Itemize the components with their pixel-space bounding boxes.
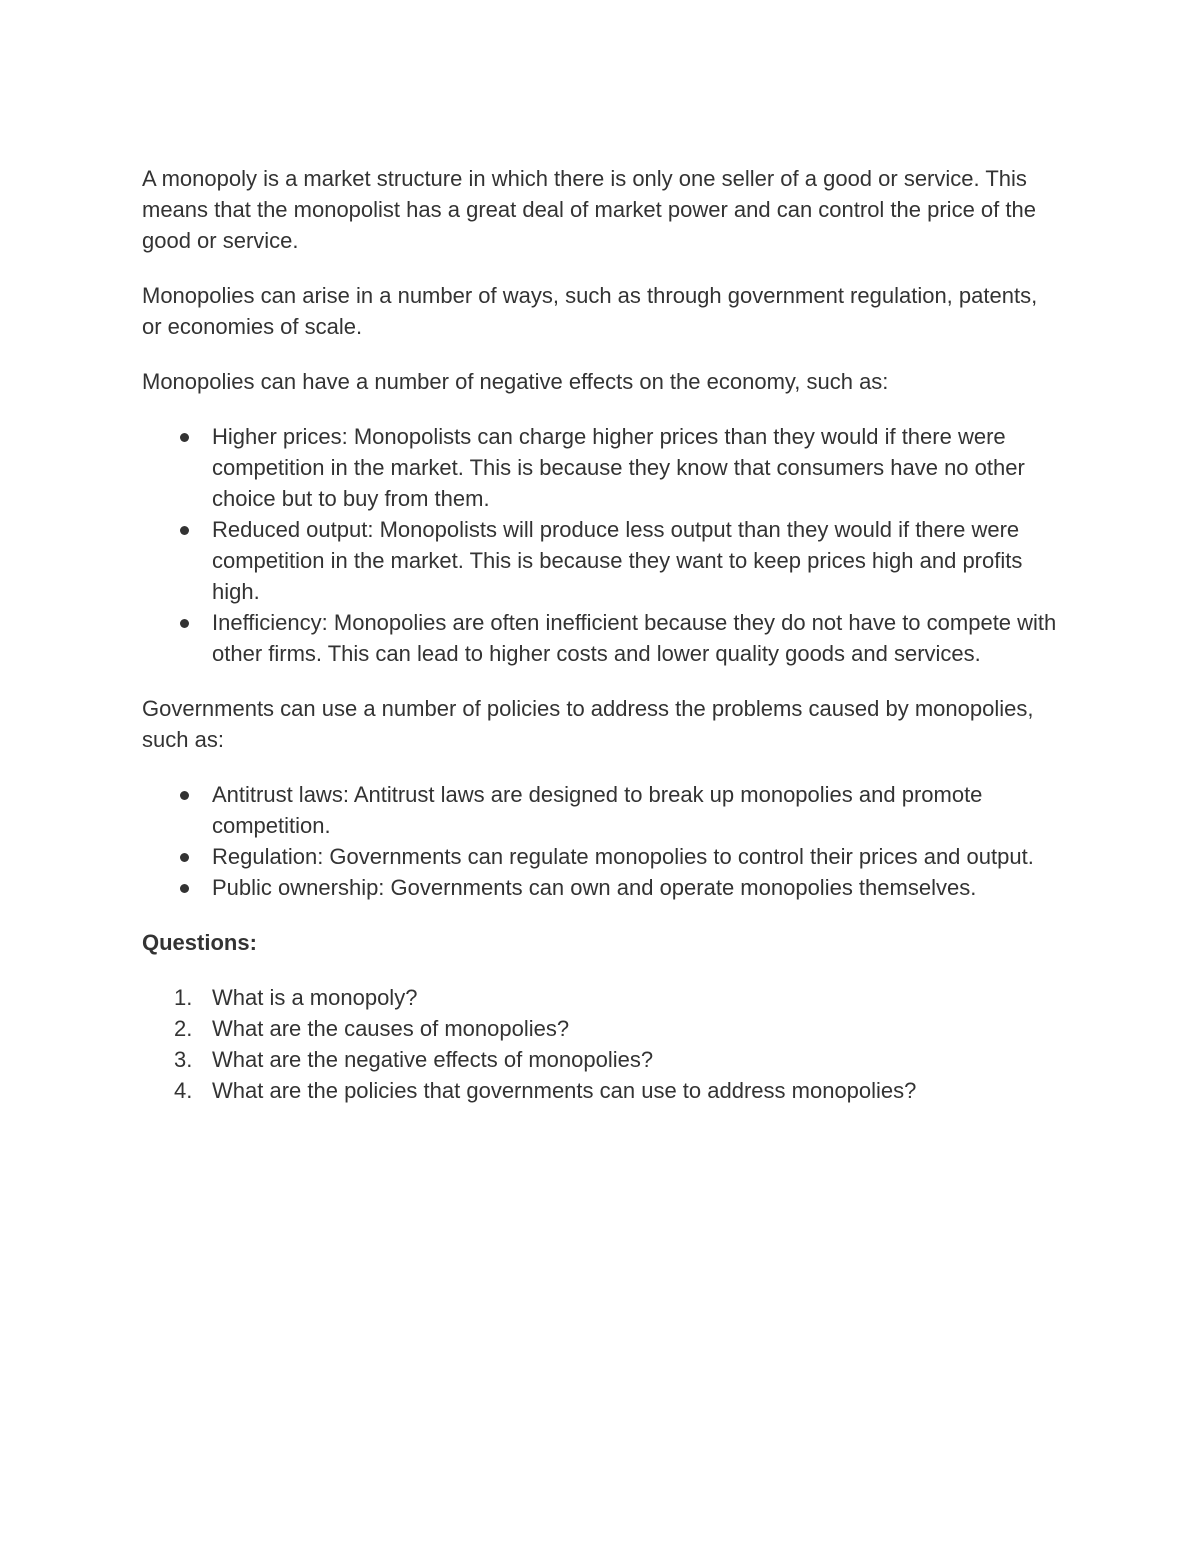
list-item-text: What is a monopoly?	[212, 985, 418, 1010]
intro-paragraph-2: Monopolies can arise in a number of ways, such as through government regulation, patents, or economies of scale.	[142, 283, 1038, 339]
list-item-text: Antitrust laws: Antitrust laws are designed to break up monopolies and promote competition.	[212, 782, 983, 838]
list-item	[142, 607, 1062, 669]
list-item-text: Reduced output: Monopolists will produce less output than they would if there were competition in the market. This is because they want to keep prices high and profits high.	[212, 517, 1023, 604]
list-item-text: Regulation: Governments can regulate monopolies to control their prices and output.	[212, 844, 1034, 869]
list-item	[142, 1044, 1062, 1075]
bullet-icon	[180, 884, 189, 893]
bullet-icon	[180, 433, 189, 442]
negative-effects-list	[142, 421, 1062, 669]
list-item	[142, 1075, 1062, 1106]
list-item-text: What are the policies that governments can use to address monopolies?	[212, 1078, 917, 1103]
list-item	[142, 779, 1062, 841]
bullet-icon	[180, 853, 189, 862]
policies-list	[142, 779, 1062, 903]
list-item	[142, 841, 1062, 872]
list-item-text: What are the negative effects of monopolies?	[212, 1047, 654, 1072]
bullet-icon	[180, 526, 189, 535]
questions-heading: Questions:	[142, 930, 257, 955]
list-item-text: Public ownership: Governments can own and operate monopolies themselves.	[212, 875, 977, 900]
list-number: 1.	[174, 985, 193, 1010]
questions-list	[142, 982, 1062, 1106]
list-number: 4.	[174, 1078, 193, 1103]
intro-paragraph-1: A monopoly is a market structure in which there is only one seller of a good or service. This means that the monopolist has a great deal of market power and can control the price of the good or service.	[142, 166, 1036, 253]
list-number: 3.	[174, 1047, 193, 1072]
list-item	[142, 421, 1062, 514]
list-item-text: Inefficiency: Monopolies are often inefficient because they do not have to compete with other firms. This can lead to higher costs and lower quality goods and services.	[212, 610, 1057, 666]
document-body	[142, 163, 1062, 1130]
list-item	[142, 514, 1062, 607]
intro-paragraph-3: Monopolies can have a number of negative effects on the economy, such as:	[142, 369, 889, 394]
list-item-text: Higher prices: Monopolists can charge higher prices than they would if there were competition in the market. This is because they know that consumers have no other choice but to buy from them.	[212, 424, 1025, 511]
list-item	[142, 1013, 1062, 1044]
policies-intro-paragraph: Governments can use a number of policies to address the problems caused by monopolies, such as:	[142, 696, 1034, 752]
list-item	[142, 872, 1062, 903]
list-number: 2.	[174, 1016, 193, 1041]
bullet-icon	[180, 619, 189, 628]
bullet-icon	[180, 791, 189, 800]
list-item	[142, 982, 1062, 1013]
list-item-text: What are the causes of monopolies?	[212, 1016, 570, 1041]
